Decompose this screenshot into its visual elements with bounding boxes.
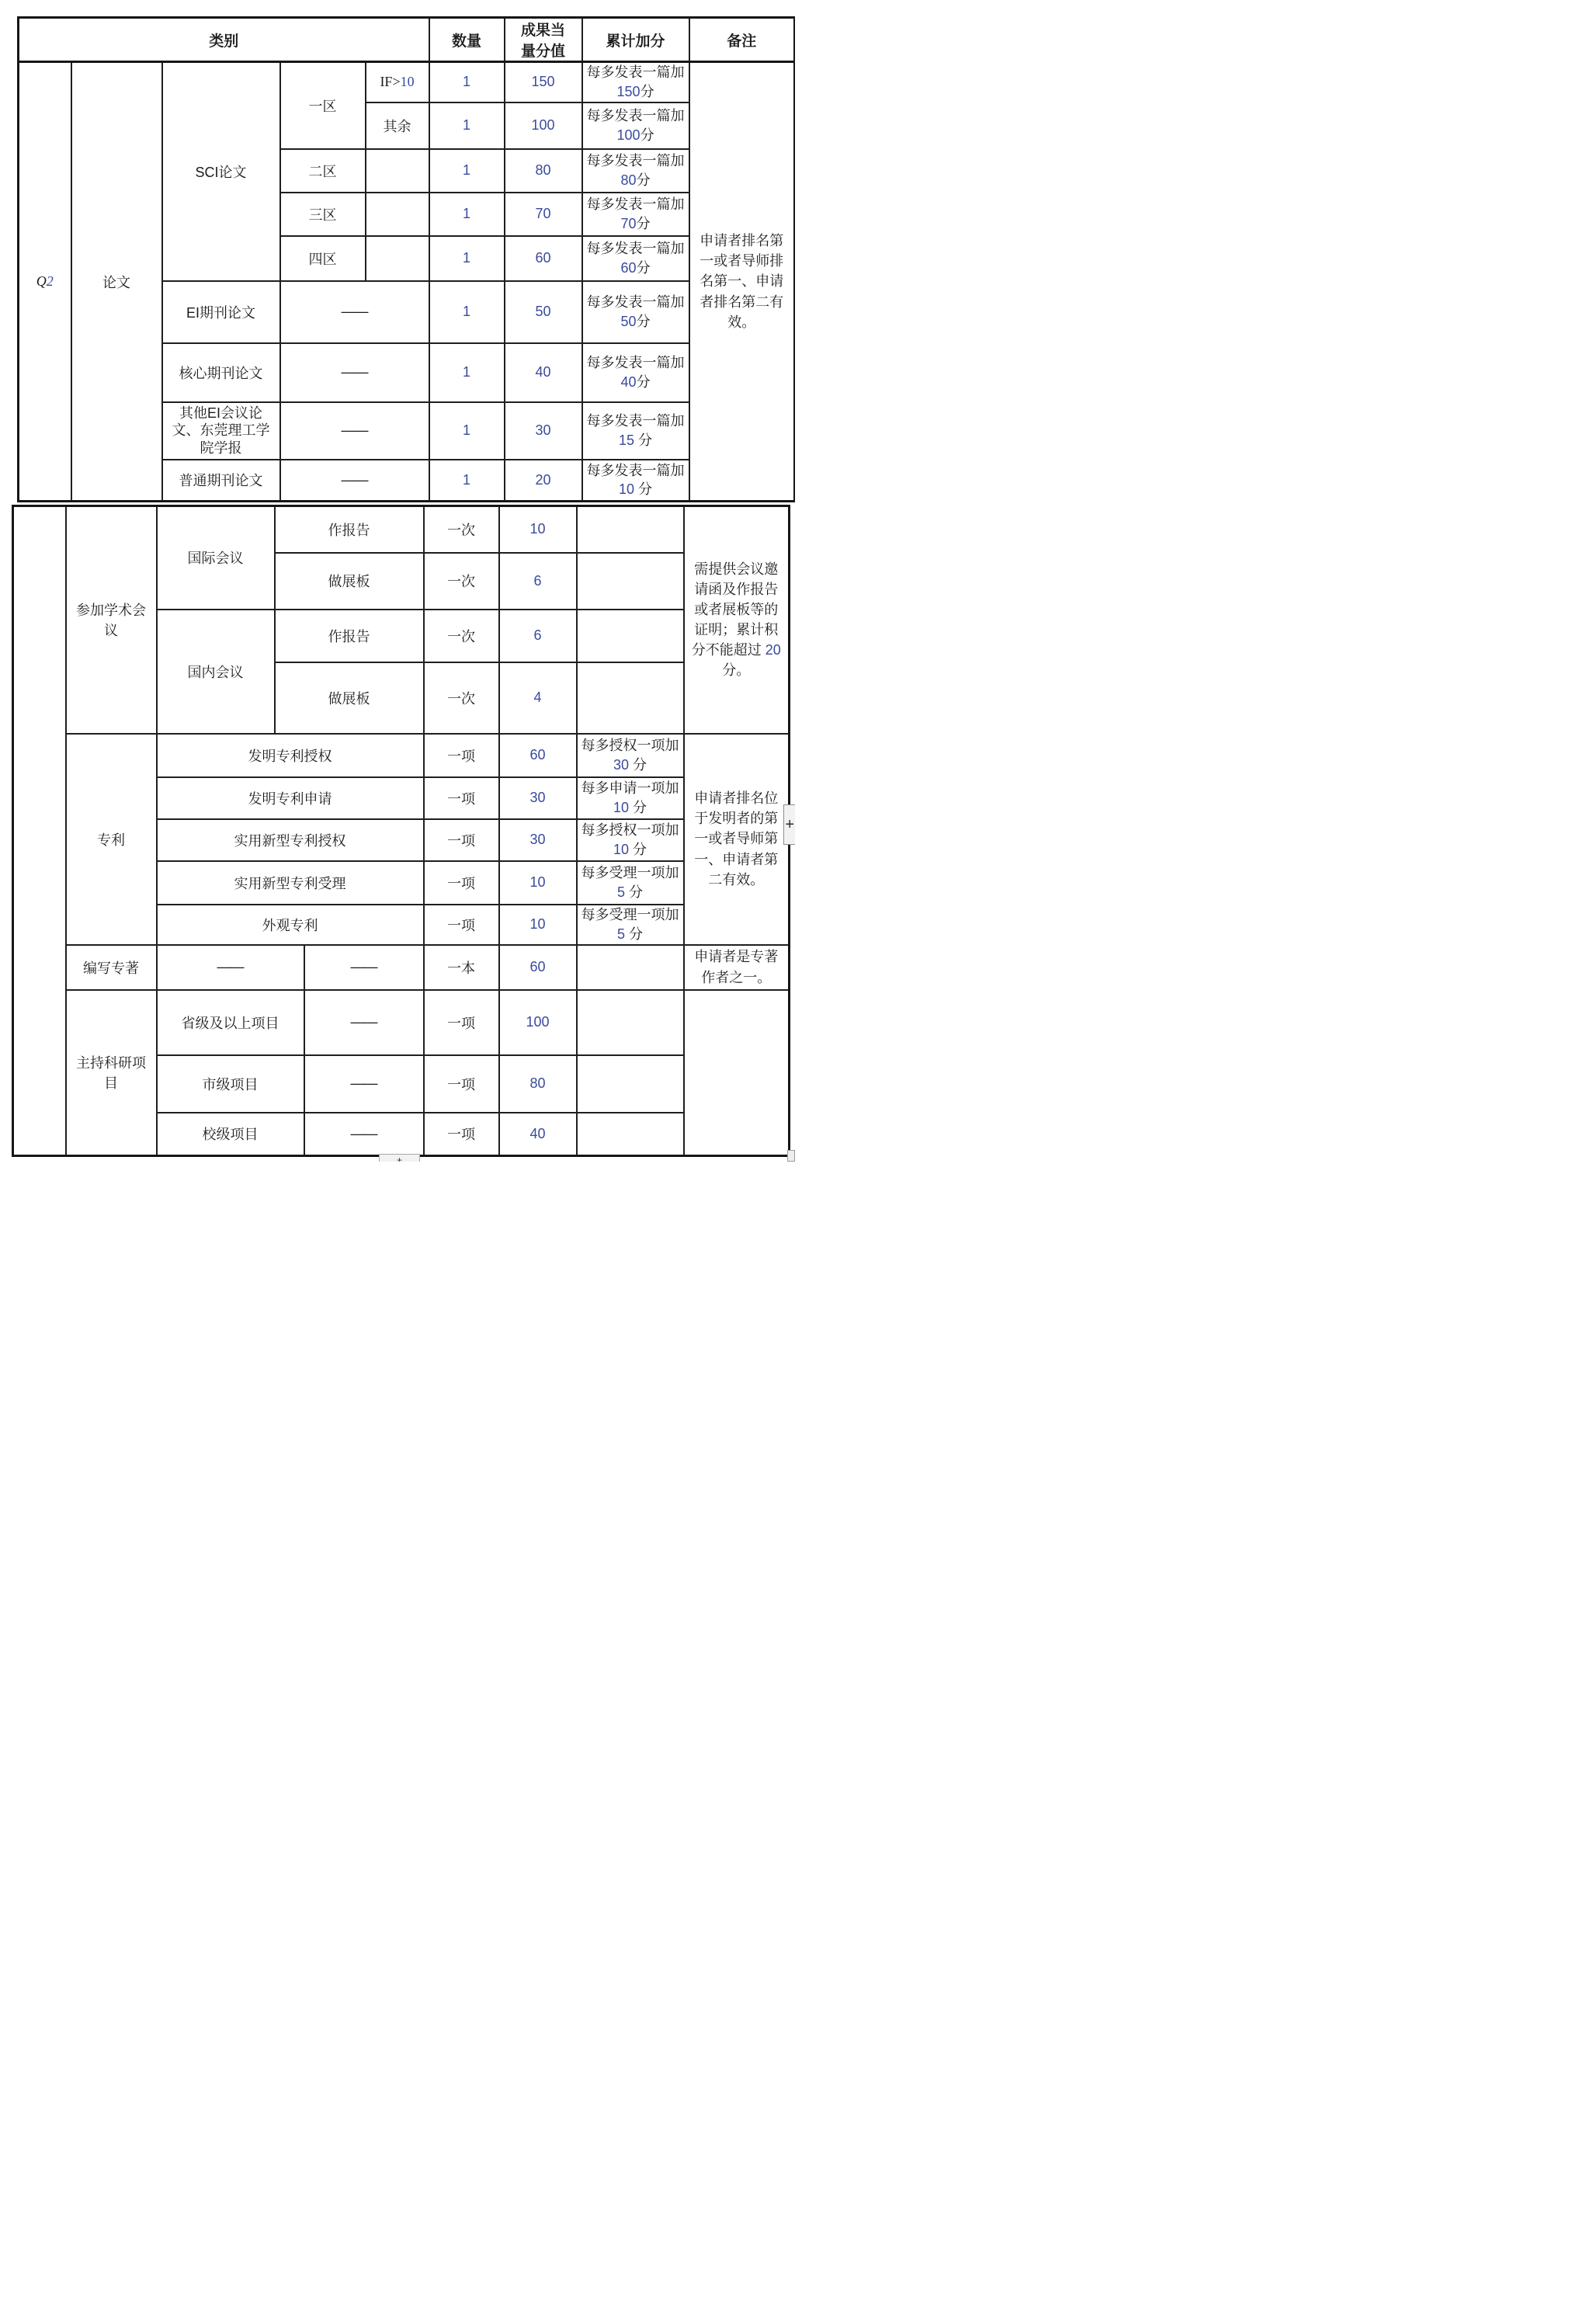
- cell-patent-group: 专利: [66, 734, 157, 945]
- cell-qty: 一本: [424, 945, 499, 990]
- cell-mode: 做展板: [275, 662, 424, 734]
- cell-remark-conference: 需提供会议邀请函及作报告或者展板等的证明；累计积分不能超过 20分。: [684, 506, 790, 734]
- cell-cumulative-empty: [577, 662, 684, 734]
- cell-mode: 做展板: [275, 553, 424, 610]
- cell-qty: 1: [429, 102, 505, 149]
- cell-cumulative: 每多受理一项加5 分: [577, 905, 684, 945]
- cell-qty: 一项: [424, 819, 499, 861]
- cell-score: 6: [499, 553, 577, 610]
- cell-score: 30: [499, 777, 577, 819]
- cell-qty: 1: [429, 281, 505, 343]
- cell-score: 80: [499, 1055, 577, 1113]
- cell-qty: 一项: [424, 861, 499, 905]
- row-provincial-project: [13, 990, 790, 1055]
- cell-cumulative: 每多发表一篇加100分: [582, 102, 689, 149]
- row-patent-grant: [13, 734, 790, 777]
- cell-cumulative: 每多受理一项加5 分: [577, 861, 684, 905]
- cell-score: 10: [499, 861, 577, 905]
- cell-zone2: 二区: [280, 149, 366, 193]
- dash-placeholder: ——: [304, 945, 424, 990]
- cell-score: 20: [505, 460, 582, 502]
- cell-mode: 作报告: [275, 610, 424, 662]
- cell-score: 60: [499, 734, 577, 777]
- cell-remark-patent: 申请者排名位于发明者的第一或者导师第一、申请者第二有效。: [684, 734, 790, 945]
- cell-cumulative-empty: [577, 610, 684, 662]
- cell-score: 6: [499, 610, 577, 662]
- cell-project-group: 主持科研项目: [66, 990, 157, 1156]
- cell-label: 普通期刊论文: [162, 460, 280, 502]
- zoom-in-button[interactable]: +: [783, 804, 795, 845]
- row-monograph: [13, 945, 790, 990]
- document-page: [0, 0, 795, 1162]
- cell-score: 70: [505, 193, 582, 236]
- cell-zone4: 四区: [280, 236, 366, 281]
- header-row: [19, 18, 795, 62]
- cell-cumulative: 每多授权一项加 10 分: [577, 819, 684, 861]
- cell-cumulative: 每多发表一篇加80分: [582, 149, 689, 193]
- header-score: 成果当 量分值: [505, 18, 582, 62]
- cell-qty: 一项: [424, 734, 499, 777]
- scrollbar-fragment[interactable]: +: [379, 1154, 420, 1162]
- cell-score: 80: [505, 149, 582, 193]
- cell-zone1: 一区: [280, 62, 366, 149]
- cell-qty: 一次: [424, 506, 499, 553]
- cell-score: 60: [499, 945, 577, 990]
- cell-label: 核心期刊论文: [162, 343, 280, 402]
- cell-domestic-conference: 国内会议: [157, 610, 275, 734]
- cell-score: 30: [505, 402, 582, 460]
- cell-qty: 一次: [424, 553, 499, 610]
- cell-cumulative-empty: [577, 990, 684, 1055]
- cell-qty: 1: [429, 193, 505, 236]
- header-quantity: 数量: [429, 18, 505, 62]
- dash-placeholder: ——: [304, 1113, 424, 1156]
- cell-qty: 一项: [424, 990, 499, 1055]
- cell-cumulative: 每多发表一篇加40分: [582, 343, 689, 402]
- cell-qty: 一项: [424, 1055, 499, 1113]
- header-category: 类别: [19, 18, 429, 62]
- cell-sci: SCI论文: [162, 62, 280, 281]
- cell-label: 外观专利: [157, 905, 424, 945]
- header-remark: 备注: [689, 18, 795, 62]
- cell-cumulative: 每多发表一篇加 15 分: [582, 402, 689, 460]
- cell-qty: 1: [429, 402, 505, 460]
- cell-score: 40: [505, 343, 582, 402]
- cell-zone3: 三区: [280, 193, 366, 236]
- cell-qty: 一项: [424, 1113, 499, 1156]
- cell-cumulative: 每多发表一篇加150分: [582, 62, 689, 102]
- cell-qty: 一次: [424, 610, 499, 662]
- cell-score: 40: [499, 1113, 577, 1156]
- cell-mode: 作报告: [275, 506, 424, 553]
- cell-empty: [366, 236, 429, 281]
- dash-placeholder: ——: [280, 281, 429, 343]
- dash-placeholder: ——: [280, 402, 429, 460]
- cell-qty: 1: [429, 62, 505, 102]
- row-sci-if10: [19, 62, 795, 102]
- cell-cumulative-empty: [577, 1113, 684, 1156]
- cell-label: 实用新型专利受理: [157, 861, 424, 905]
- cell-score: 50: [505, 281, 582, 343]
- cell-cumulative-empty: [577, 945, 684, 990]
- cell-label: 市级项目: [157, 1055, 304, 1113]
- cell-qty: 一项: [424, 777, 499, 819]
- cell-score: 10: [499, 506, 577, 553]
- dash-placeholder: ——: [280, 343, 429, 402]
- cell-score: 10: [499, 905, 577, 945]
- dash-placeholder: ——: [280, 460, 429, 502]
- cell-qty: 1: [429, 343, 505, 402]
- cell-qty: 一次: [424, 662, 499, 734]
- cell-qty: 1: [429, 149, 505, 193]
- cell-cumulative: 每多发表一篇加50分: [582, 281, 689, 343]
- cell-score: 30: [499, 819, 577, 861]
- cell-empty: [366, 149, 429, 193]
- cell-label: 发明专利授权: [157, 734, 424, 777]
- cell-q2: Q2: [19, 62, 71, 502]
- dash-placeholder: ——: [157, 945, 304, 990]
- cell-qty: 1: [429, 460, 505, 502]
- cell-left-spacer: [13, 506, 66, 1156]
- cell-score: 150: [505, 62, 582, 102]
- cell-qty: 一项: [424, 905, 499, 945]
- cell-remark-papers: 申请者排名第一或者导师排名第一、申请者排名第二有效。: [689, 62, 795, 502]
- cell-label: 校级项目: [157, 1113, 304, 1156]
- cell-empty: [366, 193, 429, 236]
- cell-label: 省级及以上项目: [157, 990, 304, 1055]
- dash-placeholder: ——: [304, 1055, 424, 1113]
- cell-cumulative: 每多发表一篇加60分: [582, 236, 689, 281]
- row-intl-report: [13, 506, 790, 553]
- cell-rest: 其余: [366, 102, 429, 149]
- cell-qty: 1: [429, 236, 505, 281]
- header-cumulative: 累计加分: [582, 18, 689, 62]
- cell-score: 4: [499, 662, 577, 734]
- cell-cumulative-empty: [577, 1055, 684, 1113]
- corner-resize-handle[interactable]: [787, 1150, 795, 1162]
- cell-label: 发明专利申请: [157, 777, 424, 819]
- cell-cumulative: 每多授权一项加30 分: [577, 734, 684, 777]
- cell-cumulative: 每多发表一篇加70分: [582, 193, 689, 236]
- cell-remark-project-empty: [684, 990, 790, 1156]
- score-table-lower: [12, 505, 790, 1157]
- cell-cumulative-empty: [577, 553, 684, 610]
- dash-placeholder: ——: [304, 990, 424, 1055]
- cell-score: 60: [505, 236, 582, 281]
- cell-cumulative-empty: [577, 506, 684, 553]
- cell-if10: IF>10: [366, 62, 429, 102]
- cell-intl-conference: 国际会议: [157, 506, 275, 610]
- cell-label: 实用新型专利授权: [157, 819, 424, 861]
- cell-group-papers: 论文: [71, 62, 162, 502]
- cell-label: 其他EI会议论文、东莞理工学院学报: [162, 402, 280, 460]
- score-table-upper: [17, 16, 795, 502]
- cell-label: EI期刊论文: [162, 281, 280, 343]
- cell-score: 100: [505, 102, 582, 149]
- cell-conference-group: 参加学术会议: [66, 506, 157, 734]
- cell-cumulative: 每多申请一项加 10 分: [577, 777, 684, 819]
- cell-cumulative: 每多发表一篇加 10 分: [582, 460, 689, 502]
- cell-remark-monograph: 申请者是专著作者之一。: [684, 945, 790, 990]
- cell-score: 100: [499, 990, 577, 1055]
- cell-monograph: 编写专著: [66, 945, 157, 990]
